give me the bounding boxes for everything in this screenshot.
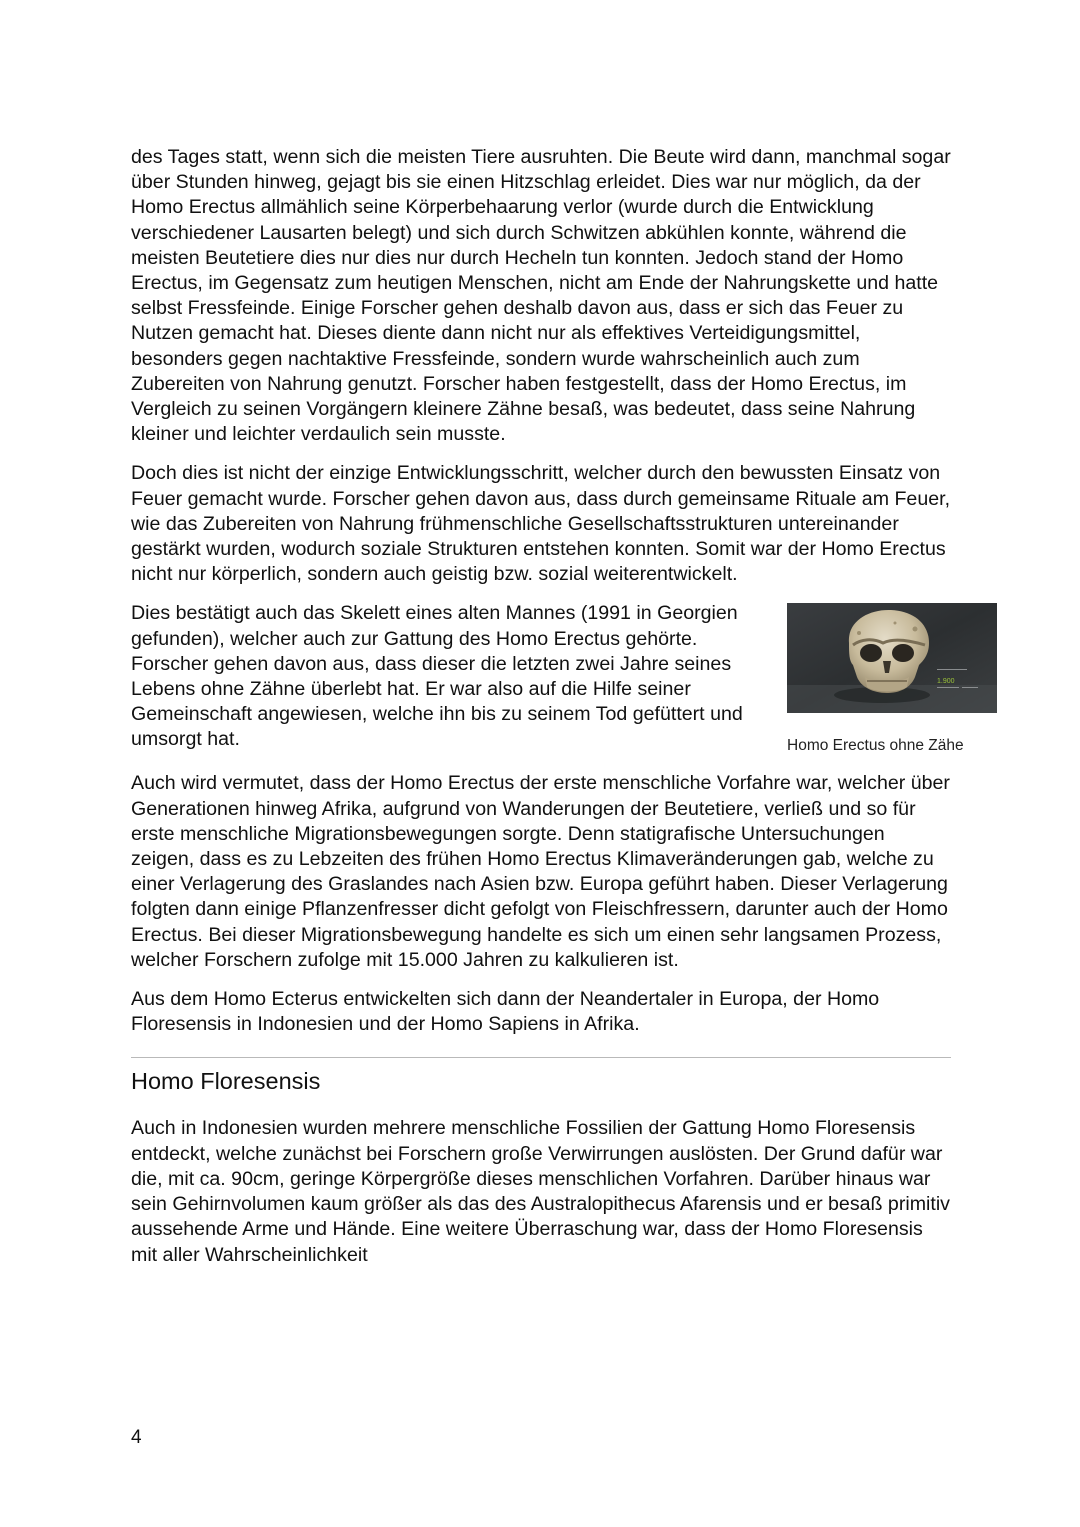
section-divider bbox=[131, 1057, 951, 1058]
page-number: 4 bbox=[131, 1427, 142, 1448]
museum-sign-number: 1.900 bbox=[937, 678, 955, 686]
paragraph-migration: Auch wird vermutet, dass der Homo Erectus der erste menschliche Vorfahre war, welcher über Generationen hinweg Afrika, aufgrund von Wanderungen der Beutetiere, verließ und so für erste menschliche Migrationsbewegungen sorgte. Denn statigrafische Untersuchungen zeigen, dass es zu Lebzeiten des frühen Homo Erectus Klimaveränderungen gab, welche zu einer Verlagerung des Graslandes nach Asien bzw. Europa geführt haben. Dieser Verlagerung folgten dann einige Pflanzenfresser dicht gefolgt von Fleischfressern, darunter auch der Homo Erectus. Bei dieser Migrationsbewegung handelte es sich um einen sehr langsamen Prozess, welcher Forschern zufolge mit 15.000 Jahren zu kalkulieren ist. bbox=[131, 772, 950, 971]
paragraph-with-figure bbox=[131, 601, 964, 771]
skull-figure bbox=[787, 603, 997, 755]
figure-caption: Homo Erectus ohne Zähe bbox=[787, 737, 964, 755]
paragraph-fire-hunting: des Tages statt, wenn sich die meisten Tiere ausruhten. Die Beute wird dann, manchmal sogar über Stunden hinweg, gejagt bis sie einen Hitzschlag erleidet. Dies war nur möglich, da der Homo Erectus allmählich seine Körperbehaarung verlor (wurde durch die Entwicklung verschiedener Lausarten belegt) und sich durch Schwitzen abkühlen konnte, während die meisten Beutetiere dies nur dies nur durch Hecheln tun konnten. Jedoch stand der Homo Erectus, im Gegensatz zum heutigen Menschen, nicht am Ende der Nahrungskette und hatte selbst Fressfeinde. Einige Forscher gehen deshalb davon aus, dass er sich das Feuer zu Nutzen gemacht hat. Dieses diente dann nicht nur als effektives Verteidigungsmittel, besonders gegen nachtaktive Fressfeinde, sondern wurde wahrscheinlich auch zum Zubereiten von Nahrung genutzt. Forscher haben festgestellt, dass der Homo Erectus, im Vergleich zu seinen Vorgängern kleinere Zähne besaß, was bedeutet, dass seine Nahrung kleiner und leichter verdaulich sein musste. bbox=[131, 146, 951, 446]
skull-photo bbox=[787, 603, 997, 713]
section-heading: Homo Floresensis bbox=[131, 1068, 321, 1095]
paragraph-descendants: Aus dem Homo Ecterus entwickelten sich dann der Neandertaler in Europa, der Homo Floresensis in Indonesien und der Homo Sapiens in Afrika. bbox=[131, 988, 880, 1036]
paragraph-social-structures: Doch dies ist nicht der einzige Entwicklungsschritt, welcher durch den bewussten Einsatz von Feuer gemacht wurde. Forscher gehen davon aus, dass durch gemeinsame Rituale am Feuer, wie das Zubereiten von Nahrung frühmenschliche Gesellschaftsstrukturen untereinander gestärkt wurden, wodurch soziale Strukturen entstehen konnten. Somit war der Homo Erectus nicht nur körperlich, sondern auch geistig bzw. sozial weiterentwickelt. bbox=[131, 462, 951, 586]
paragraph-floresensis: Auch in Indonesien wurden mehrere menschliche Fossilien der Gattung Homo Floresensis entdeckt, welche zunächst bei Forschern große Verwirrungen auslösten. Der Grund dafür war die, mit ca. 90cm, geringe Körpergröße dieses menschlichen Vorfahren. Darüber hinaus war sein Gehirnvolumen kaum größer als das des Australopithecus Afarensis und er besaß primitiv aussehende Arme und Hände. Eine weitere Überraschung war, dass der Homo Floresensis mit aller Wahrscheinlichkeit bbox=[131, 1117, 950, 1266]
document-page bbox=[131, 145, 964, 1268]
paragraph-georgia-skeleton: Dies bestätigt auch das Skelett eines alten Mannes (1991 in Georgien gefunden), welcher auch zur Gattung des Homo Erectus gehörte. Forscher gehen davon aus, dass dieser die letzten zwei Jahre seines Lebens ohne Zähne überlebt hat. Er war also auf die Hilfe seiner Gemeinschaft angewiesen, welche ihn bis zu seinem Tod gefüttert und umsorgt hat. bbox=[131, 602, 743, 751]
